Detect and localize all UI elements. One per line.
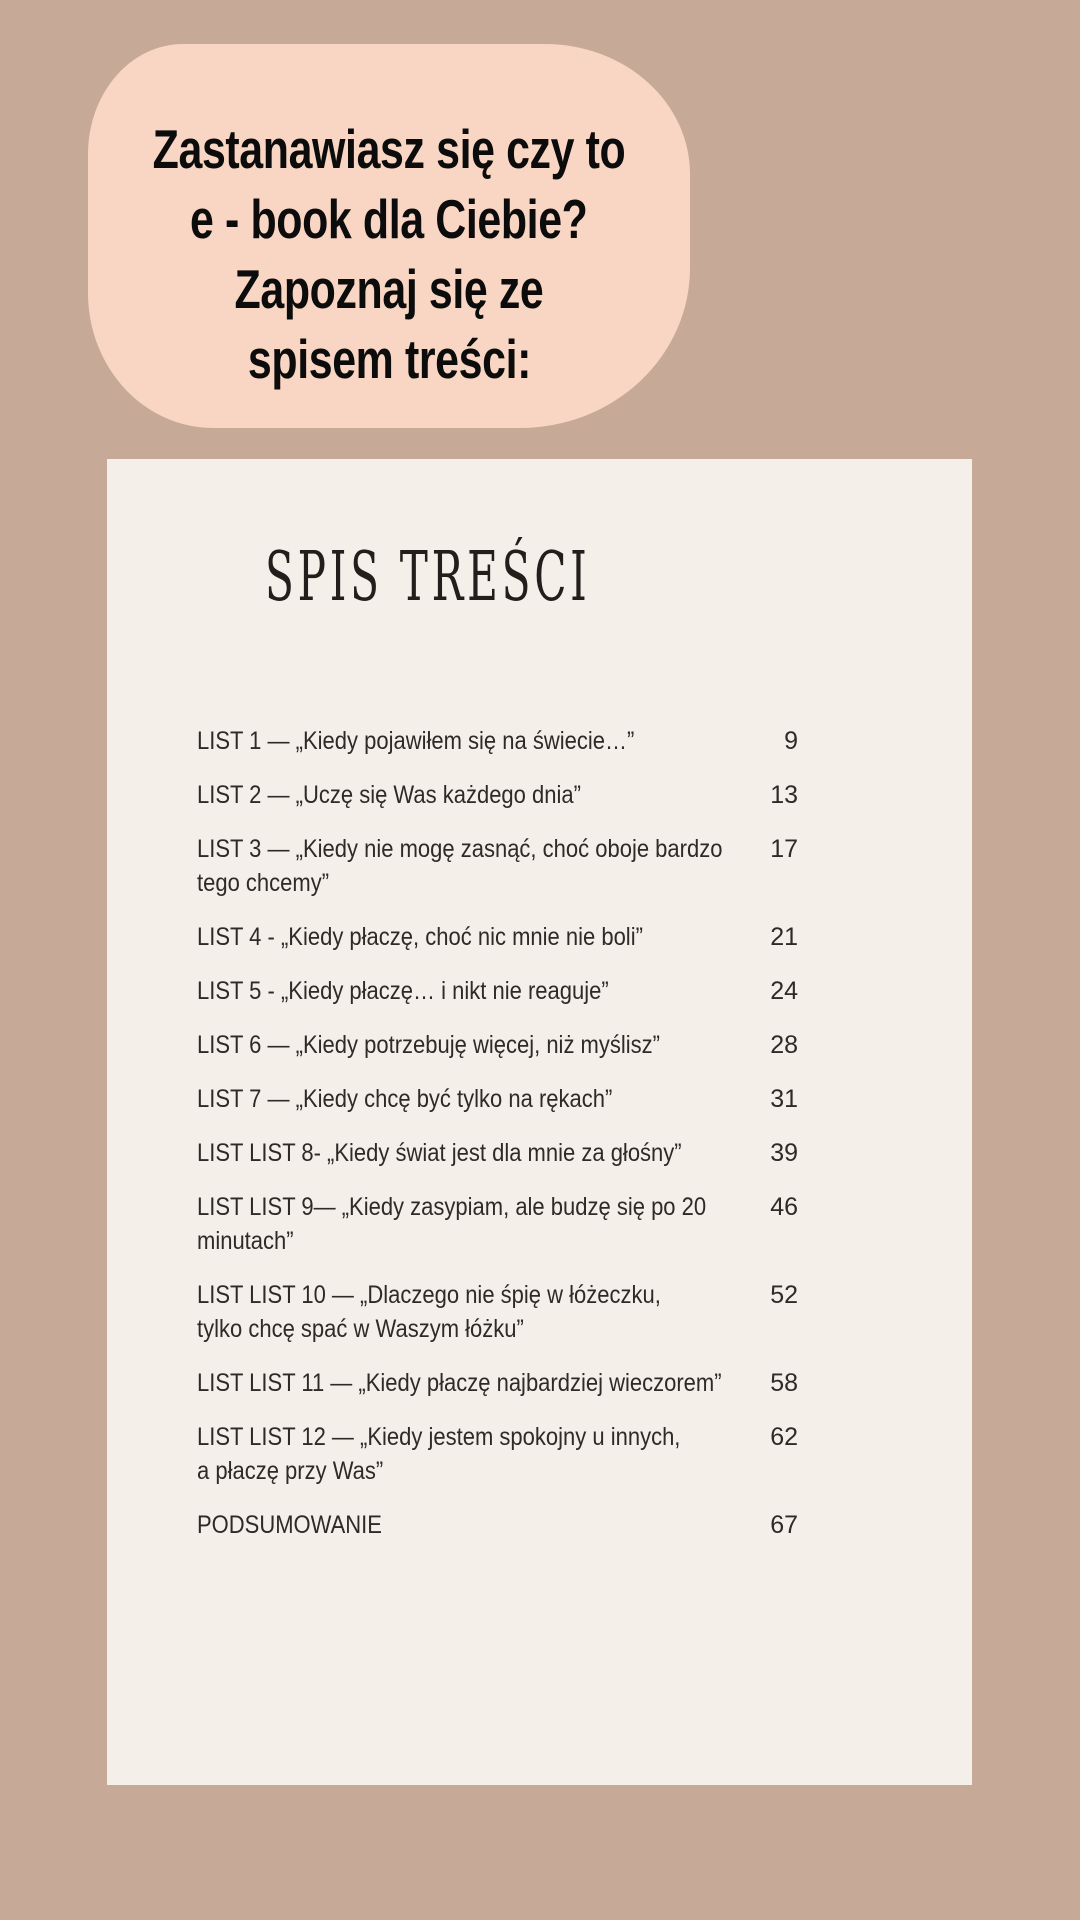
toc-entry-line: LIST 7 — „Kiedy chcę być tylko na rękach” xyxy=(197,1085,613,1113)
toc-entry-page-number: 13 xyxy=(770,781,798,809)
toc-row xyxy=(197,832,798,900)
toc-entry-title xyxy=(197,724,734,758)
bubble-line: spisem treści: xyxy=(247,328,531,390)
toc-entry-page-number: 31 xyxy=(770,1085,798,1113)
toc-entry-line: LIST 1 — „Kiedy pojawiłem się na świecie…” xyxy=(197,727,635,755)
toc-row xyxy=(197,1366,798,1400)
bubble-text xyxy=(28,114,750,394)
toc-entry-page-number: 52 xyxy=(770,1281,798,1309)
toc-entry-title xyxy=(197,778,734,812)
toc-entry-line: LIST LIST 8- „Kiedy świat jest dla mnie za głośny” xyxy=(197,1139,682,1167)
toc-entry-line: LIST 4 - „Kiedy płaczę, choć nic mnie nie boli” xyxy=(197,923,643,951)
toc-entry-page-number: 67 xyxy=(770,1511,798,1539)
toc-entry-line: LIST LIST 11 — „Kiedy płaczę najbardziej wieczorem” xyxy=(197,1369,722,1397)
toc-entry-page-number: 28 xyxy=(770,1031,798,1059)
toc-row xyxy=(197,974,798,1008)
toc-entry-title xyxy=(197,920,734,954)
toc-entry-line: tego chcemy” xyxy=(197,869,330,897)
toc-entry-title xyxy=(197,1190,734,1258)
toc-row xyxy=(197,1028,798,1062)
toc-entry-line: LIST 5 - „Kiedy płaczę… i nikt nie reaguje” xyxy=(197,977,609,1005)
toc-entry-line: minutach” xyxy=(197,1227,294,1255)
toc-entry-line: LIST LIST 9— „Kiedy zasypiam, ale budzę się po 20 xyxy=(197,1193,707,1221)
toc-entry-line: LIST 3 — „Kiedy nie mogę zasnąć, choć oboje bardzo xyxy=(197,835,723,863)
toc-entry-title xyxy=(197,1508,734,1542)
bubble-line: Zapoznaj się ze xyxy=(234,258,544,320)
toc-entry-title xyxy=(197,1136,734,1170)
toc-entry-title xyxy=(197,1082,734,1116)
toc-entry-title xyxy=(197,1278,734,1346)
toc-entry-title xyxy=(197,974,734,1008)
toc-entry-line: LIST LIST 10 — „Dlaczego nie śpię w łóżeczku, xyxy=(197,1281,661,1309)
toc-entry-page-number: 58 xyxy=(770,1369,798,1397)
toc-row xyxy=(197,1136,798,1170)
toc-entry-page-number: 9 xyxy=(784,727,798,755)
toc-entry-page-number: 17 xyxy=(770,835,798,863)
toc-row xyxy=(197,1278,798,1346)
toc-row xyxy=(197,778,798,812)
page-title xyxy=(265,538,790,617)
toc-row xyxy=(197,920,798,954)
toc-entry-title xyxy=(197,1028,734,1062)
toc-row xyxy=(197,1082,798,1116)
toc-entry-line: LIST 2 — „Uczę się Was każdego dnia” xyxy=(197,781,581,809)
toc-entry-title xyxy=(197,832,734,900)
toc-row xyxy=(197,1190,798,1258)
toc-entry-page-number: 39 xyxy=(770,1139,798,1167)
toc-entry-page-number: 46 xyxy=(770,1193,798,1221)
bubble-line: e - book dla Ciebie? xyxy=(190,188,588,250)
toc-list xyxy=(197,724,798,1562)
toc-entry-title xyxy=(197,1420,734,1488)
toc-row xyxy=(197,1508,798,1542)
toc-entry-line: LIST LIST 12 — „Kiedy jestem spokojny u innych, xyxy=(197,1423,681,1451)
toc-entry-title xyxy=(197,1366,734,1400)
toc-entry-line: a płaczę przy Was” xyxy=(197,1457,384,1485)
toc-page xyxy=(107,459,972,1785)
toc-entry-line: LIST 6 — „Kiedy potrzebuję więcej, niż myślisz” xyxy=(197,1031,660,1059)
toc-row xyxy=(197,724,798,758)
toc-entry-page-number: 24 xyxy=(770,977,798,1005)
toc-entry-page-number: 21 xyxy=(770,923,798,951)
page-title-text: SPIS TREŚCI xyxy=(265,538,591,617)
bubble-line: Zastanawiasz się czy to xyxy=(152,118,626,180)
toc-entry-line: tylko chcę spać w Waszym łóżku” xyxy=(197,1315,524,1343)
toc-entry-page-number: 62 xyxy=(770,1423,798,1451)
intro-bubble xyxy=(88,44,690,428)
toc-entry-line: PODSUMOWANIE xyxy=(197,1511,382,1539)
toc-row xyxy=(197,1420,798,1488)
